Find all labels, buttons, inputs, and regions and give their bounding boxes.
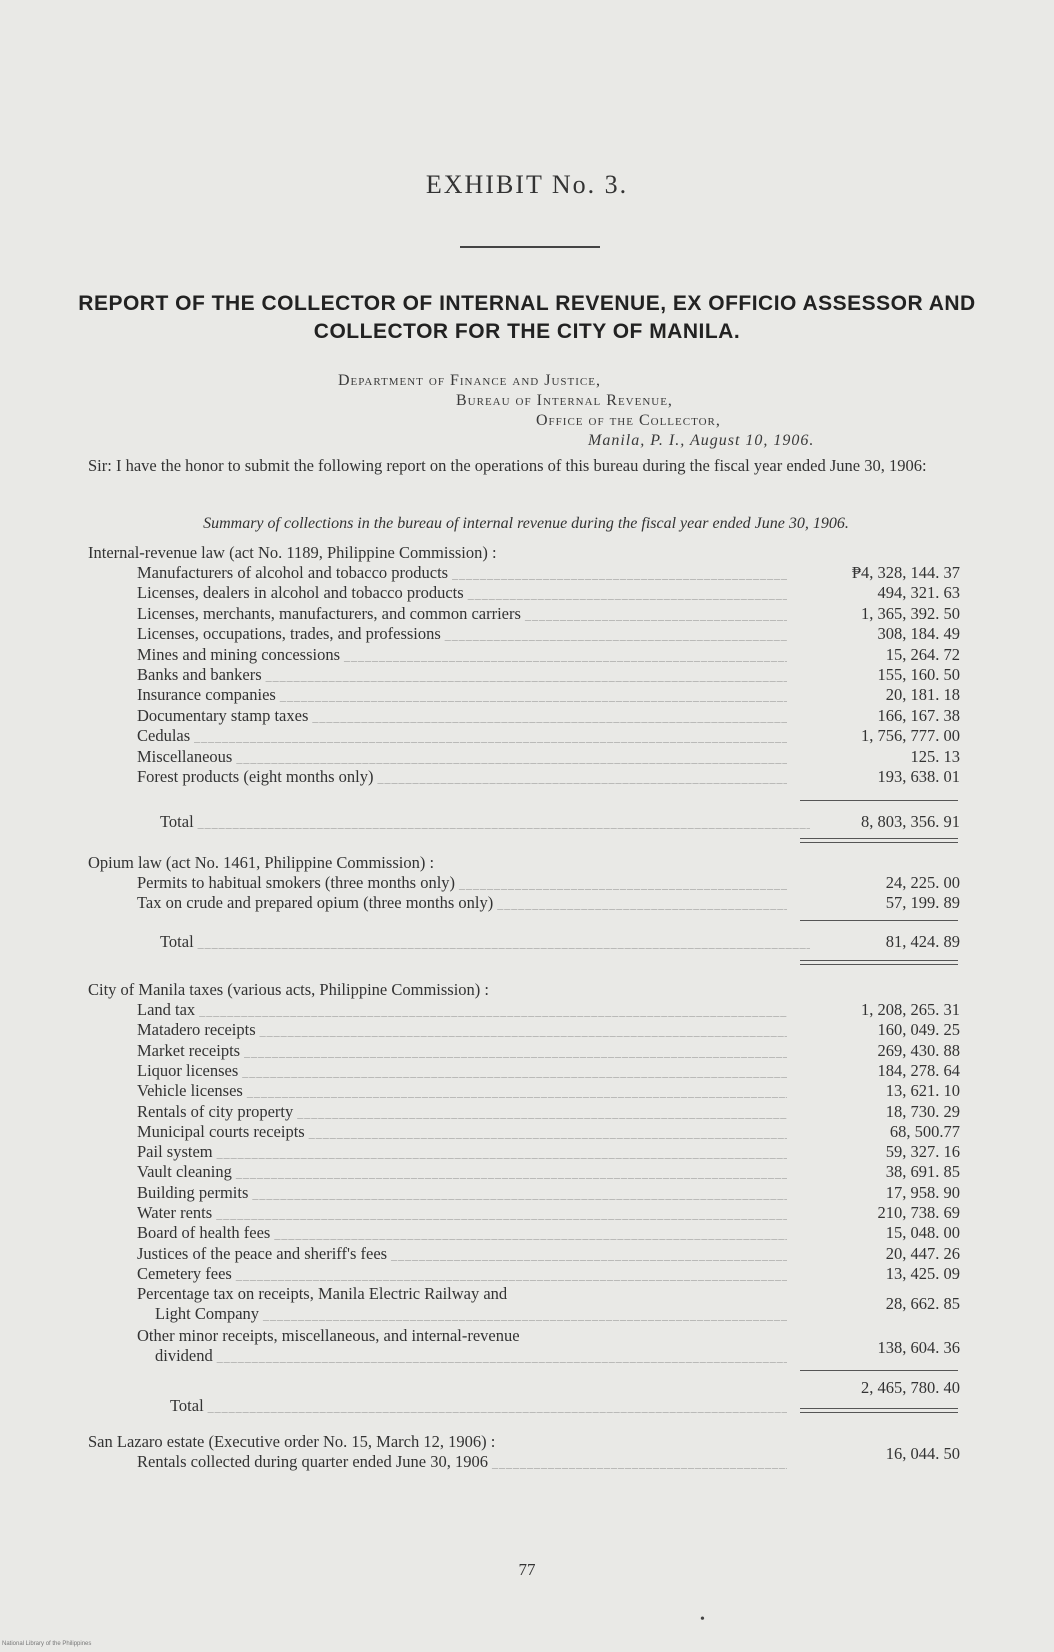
table-row xyxy=(0,583,1054,603)
manila-total-row xyxy=(0,1396,1054,1416)
row-label: Market receipts _____ xyxy=(137,1041,787,1061)
table-row xyxy=(0,873,1054,893)
row-amount: 13, 621. 10 xyxy=(885,1081,960,1101)
report-title: REPORT OF THE COLLECTOR OF INTERNAL REVENUE, EX OFFICIO ASSESSOR AND COLLECTOR FOR THE CITY OF MANILA. xyxy=(78,292,976,343)
row-amount: 24, 225. 00 xyxy=(885,873,960,892)
manila-total-amount: 2, 465, 780. 40 xyxy=(861,1378,960,1397)
table-row xyxy=(0,665,1054,685)
total-amount: 81, 424. 89 xyxy=(885,932,960,951)
total-label: Total _____ xyxy=(160,932,810,952)
opium-heading: Opium law (act No. 1461, Philippine Commission) : xyxy=(88,853,435,872)
row-label: Licenses, dealers in alcohol and tobacco products _____ xyxy=(137,583,787,603)
row-amount: 494, 321. 63 xyxy=(877,583,960,603)
table-row xyxy=(0,1264,1054,1284)
row-amount: 1, 756, 777. 00 xyxy=(861,726,960,746)
row-label: Justices of the peace and sheriff's fees _____ xyxy=(137,1244,787,1264)
table-row xyxy=(0,706,1054,726)
table-row xyxy=(0,747,1054,767)
table-row xyxy=(0,1142,1054,1162)
total-rule xyxy=(800,920,958,921)
row-label: Cemetery fees _____ xyxy=(137,1264,787,1284)
row-amount: 68, 500.77 xyxy=(889,1121,960,1141)
table-row xyxy=(0,604,1054,624)
internal-revenue-heading: Internal-revenue law (act No. 1189, Philippine Commission) : xyxy=(88,543,497,562)
address-line-2: Bureau of Internal Revenue, xyxy=(456,392,673,409)
page-number: 77 xyxy=(518,1560,536,1579)
row-label: Matadero receipts _____ xyxy=(137,1020,787,1040)
mark: • xyxy=(700,1612,705,1627)
row-amount: 184, 278. 64 xyxy=(877,1060,960,1080)
row-amount: 1, 208, 265. 31 xyxy=(861,1000,960,1019)
table-row xyxy=(0,1081,1054,1101)
electric-label-line-1: Percentage tax on receipts, Manila Electric Railway and xyxy=(137,1284,508,1303)
address-line-4: Manila, P. I., August 10, 1906. xyxy=(588,432,815,449)
row-amount: 18, 730. 29 xyxy=(885,1101,960,1121)
row-label: Land tax _____ xyxy=(137,1000,787,1020)
san-lazaro-amount: 16, 044. 50 xyxy=(885,1444,960,1463)
row-amount: 269, 430. 88 xyxy=(877,1040,960,1060)
row-label: Board of health fees _____ xyxy=(137,1223,787,1243)
table-row xyxy=(0,645,1054,665)
table-row xyxy=(0,1000,1054,1020)
row-amount: 155, 160. 50 xyxy=(877,665,960,684)
address-line-1: Department of Finance and Justice, xyxy=(338,372,601,389)
table-row xyxy=(0,1122,1054,1142)
table-row xyxy=(0,1223,1054,1243)
san-lazaro-label: Rentals collected during quarter ended June 30, 1906 _____ xyxy=(137,1452,787,1472)
row-label: Licenses, occupations, trades, and professions _____ xyxy=(137,624,787,644)
double-rule xyxy=(800,838,958,843)
row-amount: 308, 184. 49 xyxy=(877,624,960,644)
table-row xyxy=(0,1020,1054,1040)
san-lazaro-heading: San Lazaro estate (Executive order No. 15, March 12, 1906) : xyxy=(88,1432,496,1451)
table-row xyxy=(0,1102,1054,1122)
row-label: Rentals of city property _____ xyxy=(137,1102,787,1122)
row-amount: 15, 048. 00 xyxy=(885,1223,960,1243)
exhibit-heading: EXHIBIT No. 3. xyxy=(425,170,629,199)
row-label: Tax on crude and prepared opium (three months only) _____ xyxy=(137,893,787,913)
table-row xyxy=(0,1183,1054,1203)
opium-total-row xyxy=(0,932,1054,952)
row-label: Pail system _____ xyxy=(137,1142,787,1162)
row-label: Mines and mining concessions _____ xyxy=(137,645,787,665)
row-amount: 20, 447. 26 xyxy=(885,1243,960,1263)
table-row xyxy=(0,1162,1054,1182)
row-amount: 210, 738. 69 xyxy=(877,1203,960,1222)
table-row xyxy=(0,563,1054,583)
heading-rule xyxy=(460,246,600,248)
row-label: Water rents _____ xyxy=(137,1203,787,1223)
row-amount: 13, 425. 09 xyxy=(885,1263,960,1283)
table-row xyxy=(0,624,1054,644)
row-amount: 59, 327. 16 xyxy=(885,1142,960,1162)
table-row xyxy=(0,767,1054,787)
other-amount: 138, 604. 36 xyxy=(877,1338,960,1357)
row-amount: 193, 638. 01 xyxy=(877,767,960,786)
table-row xyxy=(0,726,1054,746)
total-label: Total _____ xyxy=(170,1396,787,1416)
double-rule xyxy=(800,1408,958,1413)
total-rule xyxy=(800,1370,958,1371)
total-label: Total _____ xyxy=(160,812,810,832)
internal-revenue-total-row xyxy=(0,812,1054,832)
manila-heading: City of Manila taxes (various acts, Philippine Commission) : xyxy=(88,980,490,999)
row-label: Manufacturers of alcohol and tobacco products _____ xyxy=(137,563,787,583)
row-amount: 1, 365, 392. 50 xyxy=(861,603,960,623)
row-amount: 17, 958. 90 xyxy=(885,1182,960,1202)
row-amount: 57, 199. 89 xyxy=(885,893,960,913)
other-label-line-2: dividend _____ xyxy=(155,1346,787,1366)
row-amount: 166, 167. 38 xyxy=(877,705,960,725)
table-row xyxy=(0,893,1054,913)
row-amount: ₱4, 328, 144. 37 xyxy=(851,563,960,582)
other-label-line-1: Other minor receipts, miscellaneous, and internal-revenue xyxy=(137,1326,520,1345)
row-label: Banks and bankers _____ xyxy=(137,665,787,685)
row-label: Insurance companies _____ xyxy=(137,685,787,705)
row-label: Permits to habitual smokers (three months only) _____ xyxy=(137,873,787,893)
summary-heading: Summary of collections in the bureau of internal revenue during the fiscal year ended June 30, 1906. xyxy=(203,515,849,532)
total-rule xyxy=(800,800,958,801)
double-rule xyxy=(800,960,958,965)
row-label: Licenses, merchants, manufacturers, and common carriers _____ xyxy=(137,604,787,624)
row-label: Vault cleaning _____ xyxy=(137,1162,787,1182)
row-label: Building permits _____ xyxy=(137,1183,787,1203)
row-amount: 125. 13 xyxy=(910,746,960,766)
table-row xyxy=(0,1244,1054,1264)
electric-label-line-2: Light Company _____ xyxy=(155,1304,787,1324)
electric-amount: 28, 662. 85 xyxy=(885,1294,960,1313)
row-label: Cedulas _____ xyxy=(137,726,787,746)
row-label: Municipal courts receipts _____ xyxy=(137,1122,787,1142)
row-label: Miscellaneous _____ xyxy=(137,747,787,767)
address-line-3: Office of the Collector, xyxy=(536,412,721,429)
salutation-paragraph: Sir: I have the honor to submit the following report on the operations of this bureau during the fiscal year ended June 30, 1906: xyxy=(88,456,927,475)
table-row xyxy=(0,1041,1054,1061)
row-amount: 20, 181. 18 xyxy=(885,685,960,705)
row-amount: 38, 691. 85 xyxy=(885,1162,960,1182)
footer-credit: National Library of the Philippines xyxy=(2,1641,92,1647)
table-row xyxy=(0,1061,1054,1081)
row-label: Vehicle licenses _____ xyxy=(137,1081,787,1101)
row-amount: 160, 049. 25 xyxy=(877,1020,960,1040)
table-row xyxy=(0,1203,1054,1223)
row-label: Documentary stamp taxes _____ xyxy=(137,706,787,726)
table-row xyxy=(0,685,1054,705)
row-label: Forest products (eight months only) _____ xyxy=(137,767,787,787)
total-amount: 8, 803, 356. 91 xyxy=(861,812,960,831)
row-amount: 15, 264. 72 xyxy=(885,644,960,664)
row-label: Liquor licenses _____ xyxy=(137,1061,787,1081)
